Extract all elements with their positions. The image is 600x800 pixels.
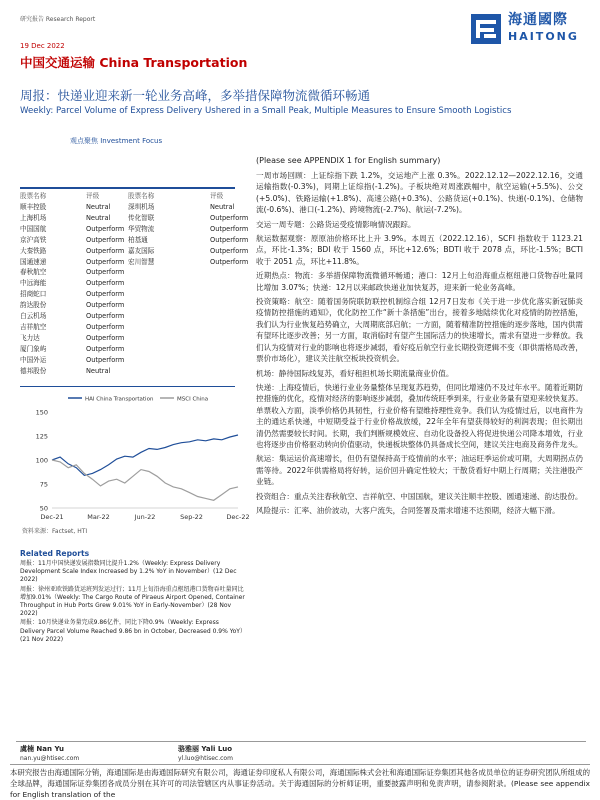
y-tick-label: 50 (39, 504, 48, 513)
stock-name: 厦门象屿 (20, 344, 47, 353)
y-tick-label: 125 (35, 432, 48, 441)
related-reports-list (20, 560, 245, 644)
table-top-rule (20, 187, 235, 189)
col-stock-header: 股票名称 (20, 192, 47, 200)
rating-row (20, 247, 255, 256)
related-report-item[interactable]: 周报：11月中国快递发展指数同比提升1.2%（Weekly: Express Delivery Development Scale Index Increased by 1.2% YoY in November）(12 Dec 2022) (20, 560, 237, 584)
related-reports-title: Related Reports (20, 549, 90, 558)
stock-rating: Outperform (86, 312, 125, 320)
stock-rating: Neutral (86, 366, 111, 375)
x-tick-label: Dec-21 (40, 513, 64, 521)
logo-cn: 海通國際 (508, 12, 568, 28)
stock-name: 嘉友国际 (128, 246, 155, 255)
express-view: 快递：上海疫情后，快递行业业务量整体呈现复苏趋势，但同比增速仍不及过年水平。随着近期防控措施的优化，疫情对经济的影响逐步减弱，叠加传统旺季到来，行业业务量有望迎来较快复苏。单票收入方面，淡季价格仍具韧性，行业价格有望维持理性竞争。我们认为疫情过后，以电商件为主的通达系快递，中短期受益于行业价格战放缓，22年全年有望获得较好的利润表现；但长期出清仍然需要较长时间。长期，我们判断规模效应、自动化设备投入将促进快递公司降本增效，行业也将逐步由价格驱动转向价值驱动，快递板块整体仍具备成长空间，建议关注电商及商务件龙头。 (256, 382, 583, 449)
analyst-name: 骆雅丽 Yali Luo (178, 745, 233, 753)
col-rating-header: 评级 (86, 192, 100, 200)
stock-rating: Outperform (86, 290, 125, 299)
stock-rating: Outperform (86, 268, 125, 277)
stock-name: 韵达股份 (20, 301, 47, 310)
rating-row (20, 290, 255, 299)
stock-rating: Outperform (210, 235, 249, 244)
weekly-topic: 交运一周专题：公路货运受疫情影响情况跟踪。 (256, 219, 416, 229)
logo-en: HAITONG (508, 30, 579, 43)
x-tick-label: Sep-22 (180, 513, 203, 521)
appendix-note: (Please see APPENDIX 1 for English summary) (256, 156, 441, 165)
stock-name: 中国国航 (20, 224, 47, 233)
stock-name: 飞力达 (20, 333, 40, 342)
report-type: 研究报告 Research Report (20, 16, 96, 23)
market-review: 一周市场回顾：上证综指下跌 1.2%，交运地产上涨 0.3%。2022.12.12—2022.12.16，交通运输指数(-0.3%)，同期上证综指(-1.2%)。子板块绝对周涨跌幅中，航空运输(+5.5%)、公交(+5.0%)、铁路运输(+1.8%)、高速公路(+0.3%)、公路货运(+0.1%)、快递(-0.1%)、仓储物流(-0.6%)、港口(-1.2%)、跨境物流(-2.7%)、航运(-7.2%)。 (256, 171, 583, 215)
analyst-rule (16, 741, 586, 742)
stock-name: 上海机场 (20, 213, 47, 222)
rating-row (20, 258, 255, 267)
stock-name: 柏基通 (128, 235, 148, 244)
stock-rating: Outperform (86, 344, 125, 353)
stock-name: 传化智联 (128, 213, 155, 222)
shipping-data: 航运数据观察：原原油价格环比上升 3.9%。本周五（2022.12.16），SCFI 指数收于 1123.21 点，环比-1.3%；BDI 收于 1560 点，环比+12.6%；BDTI 收于 2078 点，环比-1.5%；BCTI 收于 2051 点，环比+11.8%。 (256, 234, 583, 266)
shipping-view: 航运：集运运价高速增长，但仍有望保持高于疫情前的水平；油运旺季运价或可期，大周期拐点仍需等待。2022年供需格局将好转，运价回升确定性较大；干散货看好中期上行周期；关注港股产业链。 (256, 454, 583, 487)
col-rating-header-2: 评级 (210, 192, 224, 200)
y-tick-label: 75 (39, 480, 48, 489)
relative-performance-chart (20, 390, 250, 530)
recent-hotspots: 近期热点：物流：多举措保障物流微循环畅通；港口：12月上旬沿海重点枢纽港口货物吞吐量同比增加 3.07%；快递：12月以来邮政快递业加快复苏，迎来新一轮业务高峰。 (256, 271, 583, 292)
analyst-name: 虞楠 Nan Yu (20, 745, 64, 753)
stock-rating: Outperform (86, 279, 125, 288)
stock-name: 中国外运 (20, 355, 47, 364)
stock-name: 大秦铁路 (20, 246, 47, 255)
chart-svg (20, 390, 250, 530)
stock-name: 宏川智慧 (128, 257, 155, 266)
main-content (256, 170, 583, 516)
disclaimer-text: 本研究报告由海通国际分销，海通国际是由海通国际研究有限公司，海通证券印度私人有限公司，海通国际株式会社和海通国际证券集团其他各成员单位的证券研究团队所组成的全球品牌，海通国际证券集团各成员分别在其许可的司法管辖区内从事证券活动。关于海通国际的分析师证明，重要披露声明和免责声明，请参阅附录。(Please see appendix for English translation of the (10, 768, 590, 799)
stock-rating: Outperform (86, 333, 125, 342)
stock-rating: Outperform (210, 224, 249, 233)
legend-label: HAI China Transportation (85, 396, 154, 403)
stock-name: 吉祥航空 (20, 322, 47, 331)
rating-row (20, 312, 255, 321)
stock-rating: Outperform (86, 235, 125, 244)
rating-row (20, 301, 255, 310)
stock-rating: Outperform (210, 257, 249, 266)
stock-name: 白云机场 (20, 312, 47, 320)
title-cn: 周报：快递业迎来新一轮业务高峰，多举措保障物流微循环畅通 (20, 88, 371, 103)
ratings-header (20, 192, 255, 201)
stock-rating: Outperform (86, 301, 125, 310)
haitong-logo (470, 12, 585, 46)
rating-row (20, 268, 255, 277)
sector-title: 中国交通运输 China Transportation (20, 55, 248, 70)
stock-name: 京沪高铁 (20, 235, 47, 244)
stock-rating: Neutral (86, 213, 111, 222)
stock-rating: Neutral (210, 203, 235, 211)
report-date: 19 Dec 2022 (20, 42, 65, 50)
stock-name: 春秋航空 (20, 268, 47, 277)
related-report-item[interactable]: 周报：徐州亚欧铁路货运班列发运过行；11月上旬沿海重点枢纽港口货物吞吐量同比增加9.01%（Weekly: The Cargo Route of Piraeus Airport Opened, Container Throughput in Hub Ports Grew 9.01% YoY in Early-November）(28 Nov 2022) (20, 585, 245, 618)
related-report-item[interactable]: 周报：10月快递业务量完成9.86亿件，同比下降0.9%（Weekly: Express Delivery Parcel Volume Reached 9.86 bn in October, Decreased 0.9% YoY）(21 Nov 2022) (20, 619, 243, 643)
stock-name: 德邦股份 (20, 366, 47, 375)
chart-source: 资料来源：Factset, HTI (22, 528, 88, 535)
airport-view: 机场：静待国际线复苏，看好租担机场长期流量商业价值。 (256, 368, 454, 378)
stock-rating: Outperform (86, 355, 125, 364)
legend-label: MSCI China (177, 396, 209, 403)
x-tick-label: Dec-22 (226, 513, 250, 521)
rating-row (20, 236, 255, 245)
portfolio: 投资组合：重点关注春秋航空、吉祥航空、中国国航，建议关注顺丰控股、圆通速递、韵达股份。 (256, 491, 583, 501)
logo-icon (470, 13, 502, 45)
stock-rating: Outperform (210, 213, 249, 222)
stock-rating: Neutral (86, 203, 111, 211)
stock-rating: Outperform (86, 257, 125, 266)
y-tick-label: 100 (35, 456, 48, 465)
rating-row (20, 214, 255, 223)
ratings-table (20, 192, 249, 382)
stock-rating: Outperform (86, 246, 125, 255)
rating-row (20, 345, 255, 354)
stock-name: 中远海能 (20, 279, 47, 288)
y-tick-label: 150 (35, 408, 48, 417)
table-bottom-rule (20, 386, 235, 387)
rating-row (20, 279, 255, 288)
x-tick-label: Mar-22 (87, 513, 110, 521)
rating-row (20, 203, 255, 212)
x-tick-label: Jun-22 (134, 513, 156, 521)
col-stock-header-2: 股票名称 (128, 192, 155, 200)
disclaimer-rule (10, 764, 590, 765)
risk-warning: 风险提示：汇率、油价波动，大客户流失，合同签署及需求增速不达预期，经济大幅下滑。 (256, 505, 560, 515)
stock-name: 招商蛇口 (20, 290, 47, 299)
rating-row (20, 225, 255, 234)
investment-strategy: 投资策略：航空：随着国务院联防联控机制综合组 12月7日发布《关于进一步优化落实新冠肺炎疫情防控措施的通知》，优化防控工作“新十条措施”出台，接着多地陆续优化对疫情的防控措施，我们认为行业恢复趋势确立，大周期底部启航；一方面，随着精准防控措施的逐步落地，国内供需有望环比逐步改善；另一方面，取消临时有望产生国际活力的快速增长，需求有望进一步释放。我们认为疫情对行业的影响也将逐步减弱，看好疫后航空行业长期投资逻辑不变（即供需格局改善，票价市场化），建议关注航空板块投资机会。 (256, 297, 583, 364)
series-line (52, 460, 238, 500)
title-en: Weekly: Parcel Volume of Express Delivery Ushered in a Small Peak, Multiple Measures to Ensure Smooth Logistics (20, 106, 512, 116)
stock-name: 华贸物流 (128, 224, 155, 233)
stock-name: 顺丰控股 (20, 203, 47, 211)
analyst-email[interactable]: nan.yu@htisec.com (20, 755, 80, 762)
stock-rating: Outperform (86, 224, 125, 233)
stock-rating: Outperform (86, 322, 125, 331)
stock-name: 深圳机场 (128, 203, 155, 211)
rating-row (20, 334, 255, 343)
rating-row (20, 367, 255, 376)
stock-rating: Outperform (210, 246, 249, 255)
investment-focus-label: 观点聚焦 Investment Focus (70, 137, 163, 145)
rating-row (20, 323, 255, 332)
stock-name: 国通速递 (20, 257, 47, 266)
analyst-email[interactable]: yl.luo@htisec.com (178, 755, 233, 762)
rating-row (20, 356, 255, 365)
